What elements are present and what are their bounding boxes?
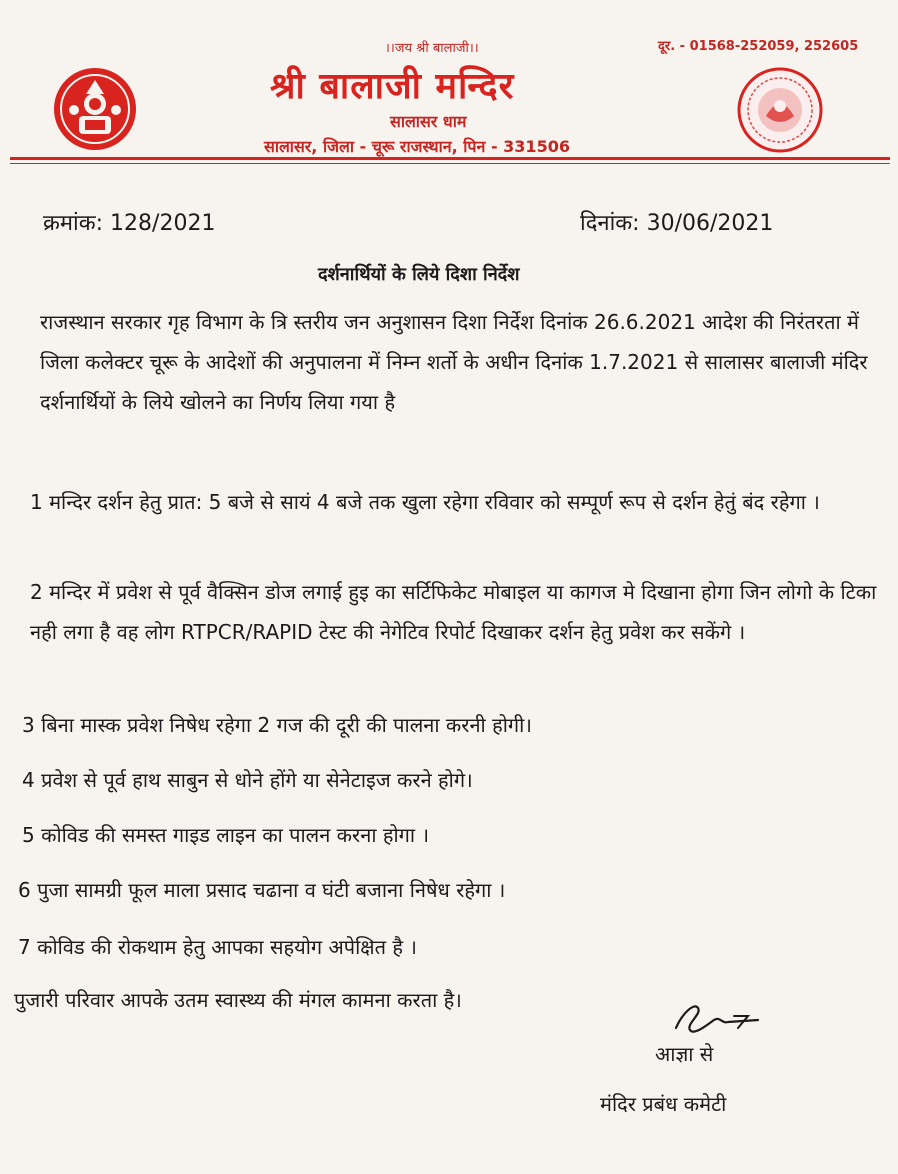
committee-name: मंदिर प्रबंध कमेटी [600, 1092, 727, 1116]
reference-number: क्रमांक: 128/2021 [43, 211, 216, 236]
guideline-item: 3 बिना मास्क प्रवेश निषेध रहेगा 2 गज की दूरी की पालना करनी होगी। [22, 713, 532, 737]
header-rule-thick [10, 157, 890, 160]
closing-line: पुजारी परिवार आपके उतम स्वास्थ्य की मंगल कामना करता है। [14, 988, 462, 1012]
signature-icon [668, 994, 764, 1042]
notice-heading: दर्शनार्थियों के लिये दिशा निर्देश [318, 264, 520, 285]
temple-logo-icon [52, 66, 138, 152]
temple-address: सालासर, जिला - चूरू राजस्थान, पिन - 331506 [264, 137, 570, 156]
guideline-item: 2 मन्दिर में प्रवेश से पूर्व वैक्सिन डोज लगाई हुइ का सर्टिफिकेट मोबाइल या कागज मे दिखाना होगा जिन लोगो के टिका नही लगा है वह लोग RTPCR/RAPID टेस्ट की नेगेटिव रिपोर्ट दिखाकर दर्शन हेतु प्रवेश कर सकेंगे । [30, 580, 877, 644]
letterhead-slogan: ।।जय श्री बालाजी।। [385, 41, 479, 56]
phone-number: दूर. - 01568-252059, 252605 [658, 39, 859, 54]
intro-paragraph: राजस्थान सरकार गृह विभाग के त्रि स्तरीय जन अनुशासन दिशा निर्देश दिनांक 26.6.2021 आदेश की निरंतरता में जिला कलेक्टर चूरू के आदेशों की अनुपालना में निम्न शर्तो के अधीन दिनांक 1.7.2021 से सालासर बालाजी मंदिर दर्शनार्थियों के लिये खोलने का निर्णय लिया गया है [40, 310, 868, 414]
guideline-item: 4 प्रवेश से पूर्व हाथ साबुन से धोने होंगे या सेनेटाइज करने होगे। [22, 768, 473, 792]
by-order-text: आज्ञा से [655, 1042, 714, 1066]
dham-subtitle: सालासर धाम [390, 112, 467, 131]
guideline-item: 6 पुजा सामग्री फूल माला प्रसाद चढाना व घंटी बजाना निषेध रहेगा । [18, 878, 506, 902]
temple-name-title: श्री बालाजी मन्दिर [270, 66, 515, 107]
header-rule-thin [10, 163, 890, 164]
guideline-item: 1 मन्दिर दर्शन हेतु प्रात: 5 बजे से सायं 4 बजे तक खुला रहेगा रविवार को सम्पूर्ण रूप से दर्शन हेतुं बंद रहेगा । [30, 490, 820, 514]
letter-date: दिनांक: 30/06/2021 [580, 211, 774, 236]
guideline-item: 5 कोविड की समस्त गाइड लाइन का पालन करना होगा । [22, 823, 430, 847]
temple-seal-icon [736, 66, 824, 154]
guideline-item: 7 कोविड की रोकथाम हेतु आपका सहयोग अपेक्षित है । [18, 935, 417, 959]
